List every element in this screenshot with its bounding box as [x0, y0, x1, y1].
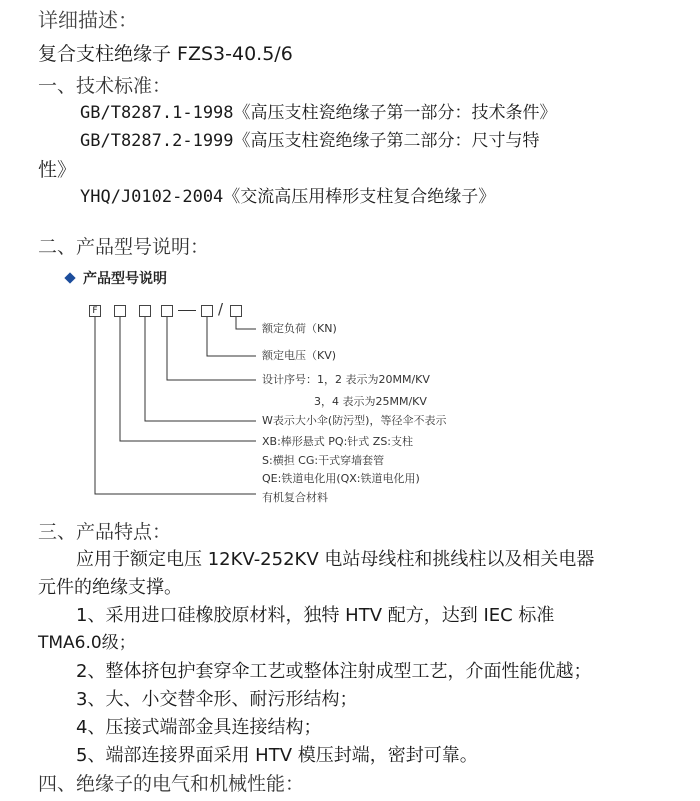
standard-line-2: GB/T8287.2-1999《高压支柱瓷绝缘子第二部分：尺寸与特	[80, 131, 540, 151]
standards-heading: 一、技术标准：	[38, 75, 172, 97]
label-type-3: QE:铁道电化用(QX:铁道电化用)	[262, 472, 420, 485]
label-design-seq-2: 3，4 表示为25MM/KV	[314, 395, 427, 408]
diamond-bullet-icon	[64, 272, 75, 283]
code-slash: /	[218, 300, 224, 318]
feature-item-4: 4、压接式端部金具连接结构；	[76, 717, 322, 738]
label-material: 有机复合材料	[262, 491, 328, 504]
label-type-2: S:横担 CG:干式穿墙套管	[262, 454, 385, 467]
features-heading: 三、产品特点：	[38, 521, 172, 543]
feature-item-3: 3、大、小交替伞形、耐污形结构；	[76, 689, 358, 710]
performance-heading: 四、绝缘子的电气和机械性能：	[38, 773, 305, 795]
model-heading: 二、产品型号说明：	[38, 236, 210, 258]
standard-line-3: YHQ/J0102-2004《交流高压用棒形支柱复合绝缘子》	[80, 187, 496, 207]
detail-heading: 详细描述：	[38, 8, 138, 32]
feature-item-5: 5、端部连接界面采用 HTV 模压封端，密封可靠。	[76, 745, 478, 766]
feature-item-2: 2、整体挤包护套穿伞工艺或整体注射成型工艺，介面性能优越；	[76, 661, 592, 682]
feature-item-1: 1、采用进口硅橡胶原材料，独特 HTV 配方，达到 IEC 标准	[76, 605, 555, 626]
label-rated-load: 额定负荷（KN)	[262, 322, 337, 335]
feature-item-1-cont: TMA6.0级；	[38, 633, 136, 653]
label-shed: W表示大小伞(防污型)，等径伞不表示	[262, 414, 447, 427]
features-intro-cont: 元件的绝缘支撑。	[38, 577, 182, 598]
label-type-1: XB:棒形悬式 PQ:针式 ZS:支柱	[262, 435, 414, 448]
model-diagram-title: 产品型号说明	[66, 268, 167, 288]
code-box-f: F	[89, 305, 101, 317]
label-rated-voltage: 额定电压（KV)	[262, 349, 337, 362]
standard-line-2-cont: 性》	[38, 159, 77, 181]
product-name: 复合支柱绝缘子 FZS3-40.5/6	[38, 43, 293, 65]
features-intro: 应用于额定电压 12KV-252KV 电站母线柱和挑线柱以及相关电器	[76, 549, 595, 570]
model-connector-lines	[0, 300, 260, 500]
label-design-seq-1: 设计序号：1，2 表示为20MM/KV	[262, 373, 430, 386]
standard-line-1: GB/T8287.1-1998《高压支柱瓷绝缘子第一部分：技术条件》	[80, 103, 557, 123]
